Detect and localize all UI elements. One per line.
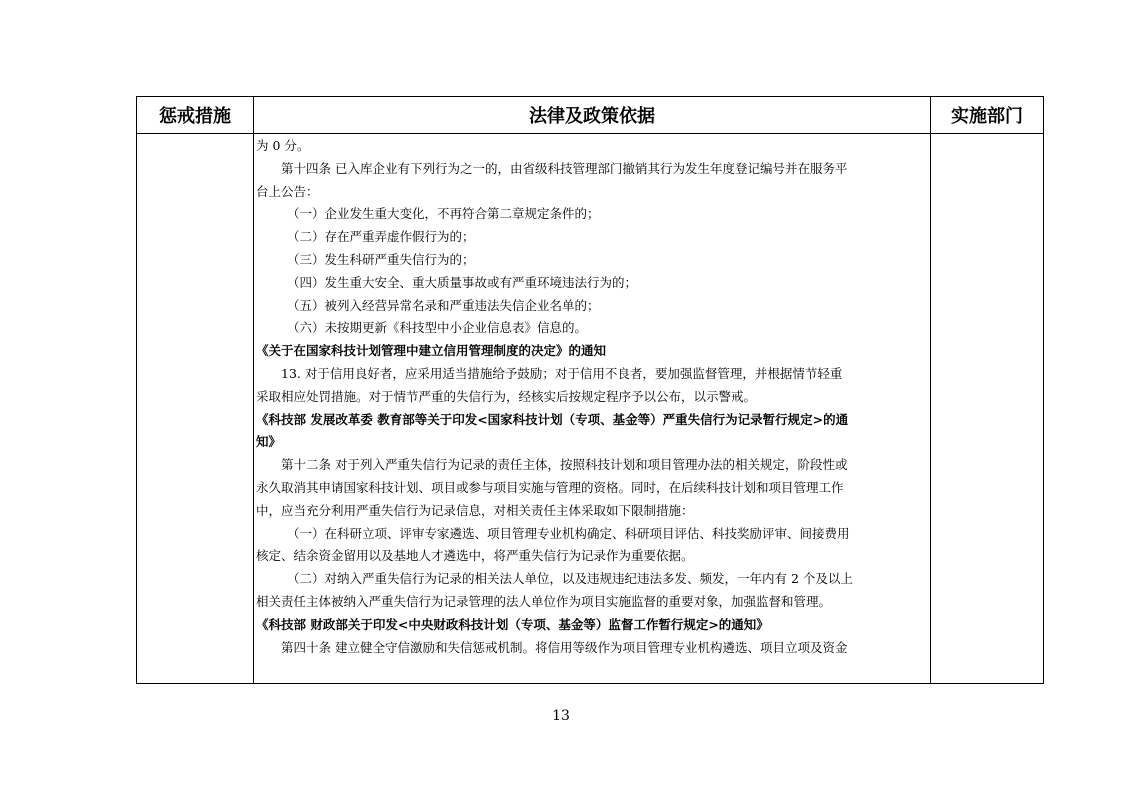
- document-title-line: 《科技部 财政部关于印发<中央财政科技计划（专项、基金等）监督工作暂行规定>的通知》: [256, 616, 769, 632]
- text-line: （四）发生重大安全、重大质量事故或有严重环境违法行为的；: [287, 274, 638, 290]
- header-punishment-measures: 惩戒措施: [159, 106, 231, 127]
- text-line: 第十四条 已入库企业有下列行为之一的，由省级科技管理部门撤销其行为发生年度登记编号并在服务平: [281, 160, 848, 176]
- text-line: 为 0 分。: [256, 138, 310, 153]
- document-title-line: 《科技部 发展改革委 教育部等关于印发<国家科技计划（专项、基金等）严重失信行为记录暂行规定>的通: [256, 411, 849, 427]
- text-line: （二）存在严重弄虚作假行为的；: [287, 229, 475, 245]
- text-line: （五）被列入经营异常名录和严重违法失信企业名单的；: [287, 297, 600, 313]
- text-line: 第十二条 对于列入严重失信行为记录的责任主体，按照科技计划和项目管理办法的相关规定，阶段性或: [281, 457, 848, 473]
- column-divider-right: [930, 97, 931, 683]
- text-line: 核定、结余资金留用以及基地人才遴选中，将严重失信行为记录作为重要依据。: [256, 548, 694, 564]
- text-line: 台上公告：: [256, 183, 319, 199]
- legal-basis-cell: [256, 135, 926, 683]
- text-line: （六）未按期更新《科技型中小企业信息表》信息的。: [287, 320, 588, 336]
- policy-table: [136, 96, 1044, 684]
- text-line: （一）在科研立项、评审专家遴选、项目管理专业机构确定、科研项目评估、科技奖励评审、间接费用: [287, 525, 850, 541]
- text-line: 相关责任主体被纳入严重失信行为记录管理的法人单位作为项目实施监督的重要对象，加强监督和管理。: [256, 593, 832, 609]
- text-line: 采取相应处罚措施。对于情节严重的失信行为，经核实后按规定程序予以公布，以示警戒。: [256, 388, 757, 404]
- document-title-line: 《关于在国家科技计划管理中建立信用管理制度的决定》的通知: [256, 343, 607, 359]
- page-number: 13: [552, 708, 570, 724]
- header-implementing-department: 实施部门: [951, 106, 1023, 127]
- text-line: 第四十条 建立健全守信激励和失信惩戒机制。将信用等级作为项目管理专业机构遴选、项目立项及资金: [281, 639, 848, 655]
- table-header-row: [137, 97, 1043, 134]
- text-line: 永久取消其申请国家科技计划、项目或参与项目实施与管理的资格。同时，在后续科技计划和项目管理工作: [256, 479, 844, 495]
- text-line: （一）企业发生重大变化，不再符合第二章规定条件的；: [287, 206, 600, 222]
- text-line: （三）发生科研严重失信行为的；: [287, 251, 475, 267]
- text-line: 13. 对于信用良好者，应采用适当措施给予鼓励；对于信用不良者，要加强监督管理，并根据情节轻重: [281, 365, 843, 381]
- text-line: （二）对纳入严重失信行为记录的相关法人单位，以及违规违纪违法多发、频发，一年内有 2 个及以上: [287, 571, 853, 587]
- document-title-line: 知》: [256, 434, 282, 450]
- text-line: 中，应当充分利用严重失信行为记录信息，对相关责任主体采取如下限制措施：: [256, 502, 694, 518]
- column-divider-left: [253, 97, 254, 683]
- header-legal-basis: 法律及政策依据: [529, 106, 655, 127]
